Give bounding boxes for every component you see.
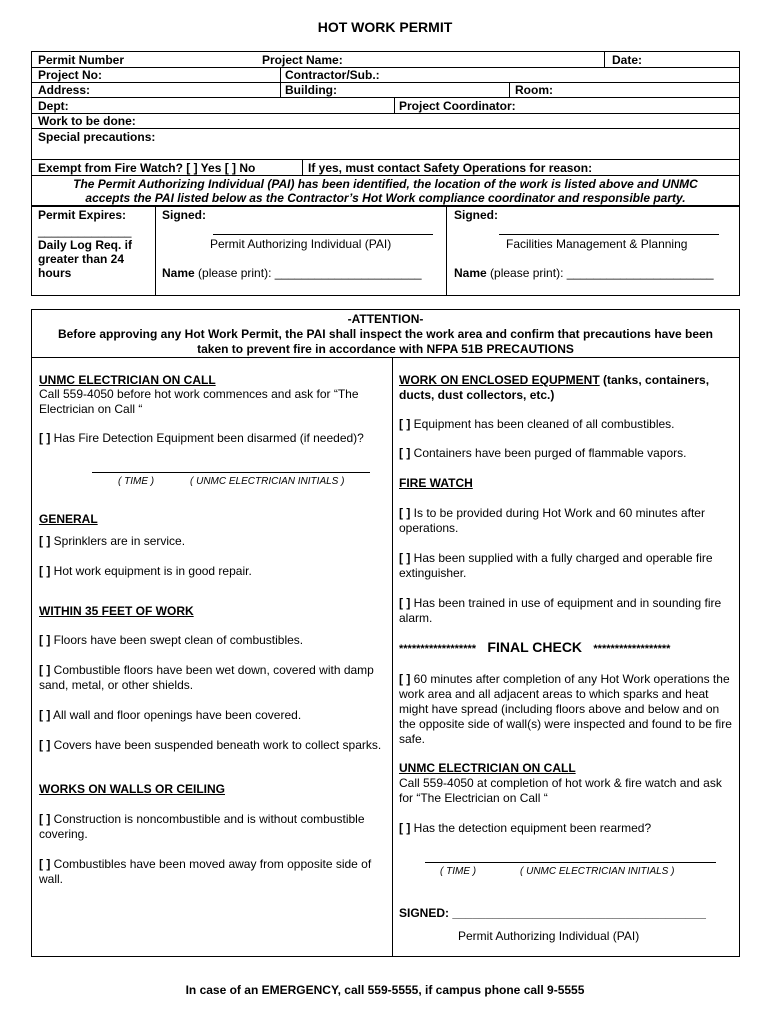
check-label: Has been supplied with a fully charged and operable fire extinguisher. (399, 551, 713, 580)
check-containers-purged[interactable] (399, 446, 734, 461)
name-label: Name (454, 266, 487, 280)
check-equipment[interactable] (39, 564, 384, 579)
check-detection-rearmed[interactable] (399, 821, 734, 836)
check-floors-swept[interactable] (39, 633, 384, 648)
initials-label-left: ( UNMC ELECTRICIAN INITIALS ) (190, 476, 345, 487)
stars-right: ****************** (593, 643, 671, 655)
final-signed-field[interactable]: SIGNED: ______________________________________ (399, 906, 706, 920)
initials-label-right: ( UNMC ELECTRICIAN INITIALS ) (520, 866, 675, 877)
daily-log-label-2: greater than 24 (38, 252, 125, 266)
check-label: Containers have been purged of flammable vapors. (413, 446, 687, 460)
signature-block (31, 206, 740, 296)
check-sixty-minutes[interactable] (399, 672, 734, 747)
checkbox[interactable]: [ ] (39, 633, 51, 647)
check-label: Has been trained in use of equipment and in sounding fire alarm. (399, 596, 722, 625)
electrician-instructions-left: Call 559-4050 before hot work commences and ask for “The Electrician on Call “ (39, 387, 359, 416)
attention-line2: taken to prevent fire in accordance with NFPA 51B PRECAUTIONS (197, 342, 574, 356)
permit-expires-line[interactable]: ______________ (38, 224, 132, 238)
page-title: HOT WORK PERMIT (317, 19, 453, 35)
checkbox[interactable]: [ ] (39, 812, 51, 826)
fire-watch-heading: FIRE WATCH (399, 476, 473, 490)
check-sprinklers[interactable] (39, 534, 384, 549)
project-coordinator-field[interactable]: Project Coordinator: (399, 99, 516, 113)
check-label: All wall and floor openings have been covered. (53, 708, 302, 722)
checkbox[interactable]: [ ] (399, 417, 411, 431)
stars-left: ****************** (399, 643, 477, 655)
check-label: Is to be provided during Hot Work and 60 minutes after operations. (399, 506, 705, 535)
checkbox[interactable]: [ ] (399, 596, 411, 610)
check-equipment-cleaned[interactable] (399, 417, 734, 432)
work-to-be-done-field[interactable]: Work to be done: (38, 114, 136, 128)
date-field[interactable]: Date: (612, 53, 643, 67)
exempt-fire-watch[interactable]: Exempt from Fire Watch? [ ] Yes [ ] No (38, 161, 256, 175)
emergency-notice: In case of an EMERGENCY, call 559-5555, if campus phone call 9-5555 (185, 983, 585, 997)
fmp-name-field[interactable] (454, 266, 714, 280)
checkbox[interactable]: [ ] (39, 738, 51, 752)
checkbox[interactable]: [ ] (39, 857, 51, 871)
check-fire-watch-trained[interactable] (399, 596, 734, 626)
check-label: Covers have been suspended beneath work to collect sparks. (53, 738, 382, 752)
time-initials-line-left[interactable] (92, 472, 370, 473)
final-check-heading (399, 640, 670, 656)
safety-operations-reason[interactable]: If yes, must contact Safety Operations for reason: (308, 161, 593, 175)
special-precautions-field[interactable]: Special precautions: (38, 130, 156, 144)
daily-log-label-3: hours (38, 266, 72, 280)
building-field[interactable]: Building: (285, 83, 337, 97)
final-pai-caption: Permit Authorizing Individual (PAI) (458, 929, 640, 943)
electrician-heading-right: UNMC ELECTRICIAN ON CALL (399, 761, 576, 775)
name-print: (please print): ______________________ (198, 266, 422, 280)
fmp-signature-line[interactable] (499, 234, 719, 235)
pai-signature-caption: Permit Authorizing Individual (PAI) (210, 237, 392, 251)
check-label: 60 minutes after completion of any Hot Work operations the work area and all adjacent areas to which sparks and heat might have spread (including floors above and below and on the opposite side of wall(s) were inspected and found to be fire safe. (399, 672, 732, 746)
walls-ceiling-heading: WORKS ON WALLS OR CEILING (39, 782, 225, 796)
time-label-left: ( TIME ) (118, 476, 155, 487)
contractor-field[interactable]: Contractor/Sub.: (285, 68, 380, 82)
address-field[interactable]: Address: (38, 83, 91, 97)
enclosed-heading-text: WORK ON ENCLOSED EQUPMENT (399, 373, 600, 387)
check-fire-detection[interactable] (39, 431, 384, 446)
check-combustibles-moved[interactable] (39, 857, 384, 887)
fmp-signature-caption: Facilities Management & Planning (506, 237, 688, 251)
checkbox[interactable]: [ ] (399, 551, 411, 565)
pai-statement-line2: accepts the PAI listed below as the Contractor’s Hot Work compliance coordinator and responsible party. (85, 191, 686, 205)
attention-heading: -ATTENTION- (347, 312, 424, 326)
check-label: Has Fire Detection Equipment been disarmed (if needed)? (53, 431, 364, 445)
electrician-heading-left: UNMC ELECTRICIAN ON CALL (39, 373, 216, 387)
check-label: Combustible floors have been wet down, covered with damp sand, metal, or other shields. (39, 663, 374, 692)
checkbox[interactable]: [ ] (39, 708, 51, 722)
room-field[interactable]: Room: (515, 83, 553, 97)
checkbox[interactable]: [ ] (399, 506, 411, 520)
permit-number-field[interactable]: Permit Number (38, 53, 125, 67)
check-label: Sprinklers are in service. (53, 534, 186, 548)
final-check-text: FINAL CHECK (487, 639, 583, 655)
enclosed-heading-rest: (tanks, containers, ducts, dust collectors, etc.) (399, 373, 710, 402)
checkbox[interactable]: [ ] (39, 564, 51, 578)
electrician-instructions-right: Call 559-4050 at completion of hot work & fire watch and ask for “The Electrician on Call “ (399, 776, 722, 805)
pai-signature-line[interactable] (213, 234, 433, 235)
enclosed-equipment-heading (399, 373, 734, 403)
pai-statement-line1: The Permit Authorizing Individual (PAI) has been identified, the location of the work is listed above and UNMC (73, 177, 698, 191)
check-label: Combustibles have been moved away from opposite side of wall. (39, 857, 372, 886)
general-heading: GENERAL (39, 512, 98, 526)
attention-line1: Before approving any Hot Work Permit, the PAI shall inspect the work area and confirm that precautions have been (57, 327, 714, 341)
pai-signed-label: Signed: (162, 208, 206, 222)
check-label: Hot work equipment is in good repair. (53, 564, 252, 578)
name-print: (please print): ______________________ (490, 266, 714, 280)
check-openings[interactable] (39, 708, 384, 723)
time-label-right: ( TIME ) (440, 866, 477, 877)
project-no-field[interactable]: Project No: (38, 68, 103, 82)
daily-log-label: Daily Log Req. if (38, 238, 133, 252)
checkbox[interactable]: [ ] (39, 431, 51, 445)
checkbox[interactable]: [ ] (399, 446, 411, 460)
check-floors-wet[interactable] (39, 663, 384, 693)
checkbox[interactable]: [ ] (39, 534, 51, 548)
name-label: Name (162, 266, 195, 280)
dept-field[interactable]: Dept: (38, 99, 69, 113)
checkbox[interactable]: [ ] (399, 821, 411, 835)
check-covers[interactable] (39, 738, 384, 753)
check-fire-watch-provided[interactable] (399, 506, 734, 536)
check-label: Has the detection equipment been rearmed? (413, 821, 652, 835)
checkbox[interactable]: [ ] (399, 672, 411, 686)
pai-name-field[interactable] (162, 266, 422, 280)
check-label: Floors have been swept clean of combustibles. (53, 633, 304, 647)
fmp-signed-label: Signed: (454, 208, 498, 222)
time-initials-line-right[interactable] (425, 862, 716, 863)
within35-heading: WITHIN 35 FEET OF WORK (39, 604, 194, 618)
check-label: Construction is noncombustible and is without combustible covering. (39, 812, 365, 841)
check-label: Equipment has been cleaned of all combustibles. (413, 417, 675, 431)
project-name-field[interactable]: Project Name: (262, 53, 343, 67)
check-fire-extinguisher[interactable] (399, 551, 734, 581)
checkbox[interactable]: [ ] (39, 663, 51, 677)
check-noncombustible[interactable] (39, 812, 384, 842)
permit-expires-label: Permit Expires: (38, 208, 127, 222)
